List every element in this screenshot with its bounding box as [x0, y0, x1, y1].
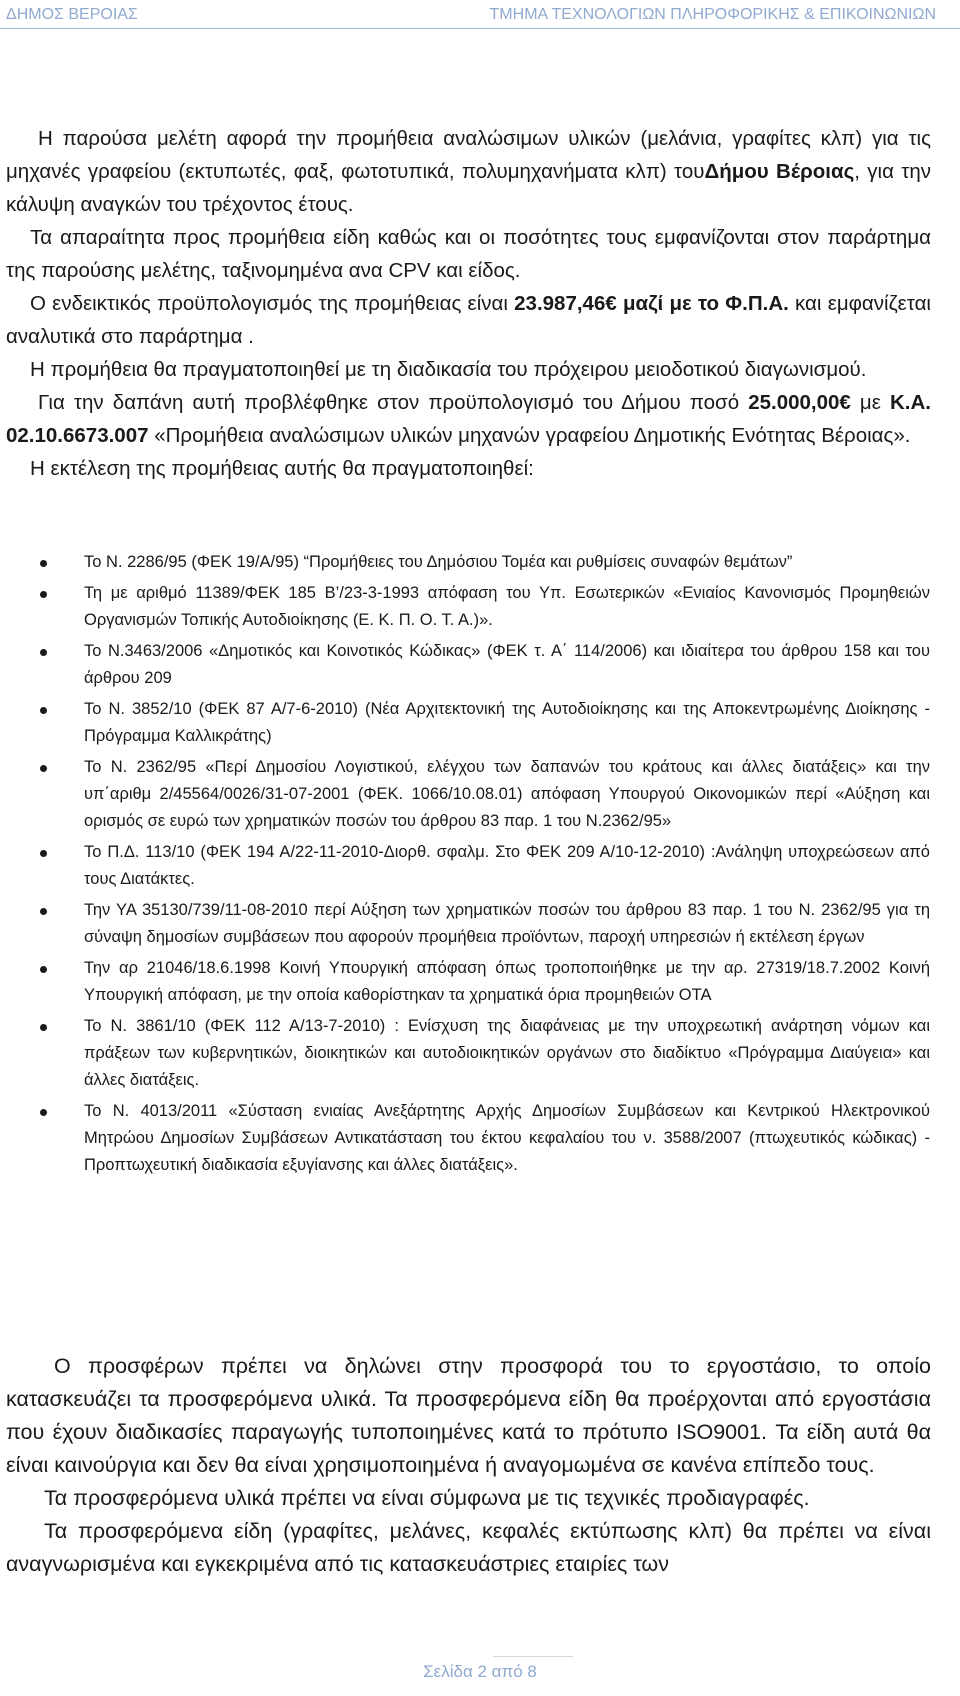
intro-paragraph: Τα απαραίτητα προς προμήθεια είδη καθώς και οι ποσότητες τους εμφανίζονται στον παράρτημα της παρούσης μελέτης, ταξινομημένα ανα CPV και είδος.: [6, 226, 931, 282]
closing-paragraph: Τα προσφερόμενα υλικά πρέπει να είναι σύμφωνα με τις τεχνικές προδιαγραφές.: [44, 1486, 810, 1510]
procedure-paragraph: Η προμήθεια θα πραγματοποιηθεί με τη διαδικασία του πρόχειρου μειοδοτικού διαγωνισμού.: [30, 358, 867, 381]
bullet-icon: [40, 765, 47, 772]
legal-item: Το Ν. 3861/10 (ΦΕΚ 112 Α/13-7-2010) : Ενίσχυση της διαφάνειας με την υποχρεωτική ανάρτηση νόμων και πράξεων των κυβερνητικών, διοικητικών και αυτοδιοικητικών οργάνων στο διαδίκτυο «Πρόγραμμα Διαύγεια» και άλλες διατάξεις.: [40, 1013, 930, 1094]
intro-paragraph: Η παρούσα μελέτη αφορά την προμήθεια αναλώσιμων υλικών (μελάνια, γραφίτες κλπ) για τις μηχανές γραφείου (εκτυπωτές, φαξ, φωτοτυπικά, πολυμηχανήματα κλπ) τουΔήμου Βέροιας, για την κάλυψη αναγκών του τρέχοντος έτους.: [6, 127, 932, 216]
bullet-icon: [40, 707, 47, 714]
legal-item: Το Ν. 2362/95 «Περί Δημοσίου Λογιστικού, ελέγχου των δαπανών του κράτους και άλλες διατάξεις» και την υπ΄αριθμ 2/45564/0026/31-07-2001 (ΦΕΚ. 1066/10.08.01) απόφαση Υπουργού Οικονομικών περί «Αύξηση και ορισμός σε ευρώ των χρηματικών ποσών του άρθρου 83 παρ. 1 του Ν.2362/95»: [40, 754, 930, 835]
legal-item: Το Ν.3463/2006 «Δημοτικός και Κοινοτικός Κώδικας» (ΦΕΚ τ. Α΄ 114/2006) και ιδιαίτερα του άρθρου 158 και του άρθρου 209: [40, 638, 930, 692]
legal-item: Τη με αριθμό 11389/ΦΕΚ 185 Β’/23-3-1993 απόφαση του Υπ. Εσωτερικών «Ενιαίος Κανονισμός Προμηθειών Οργανισμών Τοπικής Αυτοδιοίκησης (Ε. Κ. Π. Ο. Τ. Α.)».: [40, 580, 930, 634]
bullet-icon: [40, 850, 47, 857]
legal-item: Το Ν. 2286/95 (ΦΕΚ 19/Α/95) “Προμήθειες του Δημόσιου Τομέα και ρυθμίσεις συναφών θεμάτων”: [40, 549, 930, 576]
bullet-icon: [40, 1024, 47, 1031]
legal-item: Την ΥΑ 35130/739/11-08-2010 περί Αύξηση των χρηματικών ποσών του άρθρου 83 παρ. 1 του Ν. 2362/95 για τη σύναψη δημοσίων συμβάσεων που αφορούν προμήθεια προϊόντων, παροχή υπηρεσιών ή εκτέλεση έργων: [40, 897, 930, 951]
bullet-icon: [40, 649, 47, 656]
bullet-icon: [40, 1109, 47, 1116]
page-number: Σελίδα 2 από 8: [423, 1662, 537, 1681]
header-municipality: ΔΗΜΟΣ ΒΕΡΟΙΑΣ: [6, 6, 138, 23]
closing-section: [6, 1350, 931, 1581]
legal-item: Το Π.Δ. 113/10 (ΦΕΚ 194 Α/22-11-2010-Διορθ. σφαλμ. Στο ΦΕΚ 209 Α/10-12-2010) :Ανάληψη υποχρεώσεων από τους Διατάκτες.: [40, 839, 930, 893]
page-header: [0, 4, 960, 29]
closing-paragraph: Τα προσφερόμενα είδη (γραφίτες, μελάνες, κεφαλές εκτύπωσης κλπ) θα πρέπει να είναι αναγνωρισμένα και εγκεκριμένα από τις κατασκευάστριες εταιρίες των: [6, 1519, 931, 1576]
intro-section: [6, 122, 931, 485]
legal-item: Το Ν. 4013/2011 «Σύσταση ενιαίας Ανεξάρτητης Αρχής Δημοσίων Συμβάσεων και Κεντρικού Ηλεκτρονικού Μητρώου Δημοσίων Συμβάσεων Αντικατάσταση του έκτου κεφαλαίου του ν. 3588/2007 (πτωχευτικός κώδικας) - Προπτωχευτική διαδικασία εξυγίανσης και άλλες διατάξεις».: [40, 1098, 930, 1179]
header-department: ΤΜΗΜΑ ΤΕΧΝΟΛΟΓΙΩΝ ΠΛΗΡΟΦΟΡΙΚΗΣ & ΕΠΙΚΟΙΝΩΝΙΩΝ: [489, 6, 936, 23]
footer-divider: [493, 1656, 573, 1657]
budget-paragraph: Ο ενδεικτικός προϋπολογισμός της προμήθειας είναι 23.987,46€ μαζί με το Φ.Π.Α. και εμφανίζεται αναλυτικά στο παράρτημα .: [6, 292, 931, 348]
bullet-icon: [40, 908, 47, 915]
legal-item: Το Ν. 3852/10 (ΦΕΚ 87 Α/7-6-2010) (Νέα Αρχιτεκτονική της Αυτοδιοίκησης και της Αποκεντρωμένης Διοίκησης - Πρόγραμμα Καλλικράτης): [40, 696, 930, 750]
legal-item: Την αρ 21046/18.6.1998 Κοινή Υπουργική απόφαση όπως τροποποιήθηκε με την αρ. 27319/18.7.2002 Κοινή Υπουργική απόφαση, με την οποία καθορίστηκαν τα χρηματικά όρια προμηθειών ΟΤΑ: [40, 955, 930, 1009]
execution-paragraph: Η εκτέλεση της προμήθειας αυτής θα πραγματοποιηθεί:: [30, 457, 534, 480]
bullet-icon: [40, 560, 47, 567]
bullet-icon: [40, 591, 47, 598]
funding-paragraph: Για την δαπάνη αυτή προβλέφθηκε στον προϋπολογισμό του Δήμου ποσό 25.000,00€ με Κ.Α. 02.10.6673.007 «Προμήθεια αναλώσιμων υλικών μηχανών γραφείου Δημοτικής Ενότητας Βέροιας».: [6, 391, 931, 447]
closing-paragraph: Ο προσφέρων πρέπει να δηλώνει στην προσφορά του το εργοστάσιο, το οποίο κατασκευάζει τα προσφερόμενα υλικά. Τα προσφερόμενα είδη θα προέρχονται από εργοστάσια που έχουν διαδικασίες παραγωγής τυποποιημένες κατά το πρότυπο ISO9001. Τα είδη αυτά θα είναι καινούργια και δεν θα είναι χρησιμοποιημένα ή αναγομωμένα σε κανένα επίπεδο τους.: [6, 1354, 931, 1477]
legal-list: [40, 549, 930, 1183]
bullet-icon: [40, 966, 47, 973]
